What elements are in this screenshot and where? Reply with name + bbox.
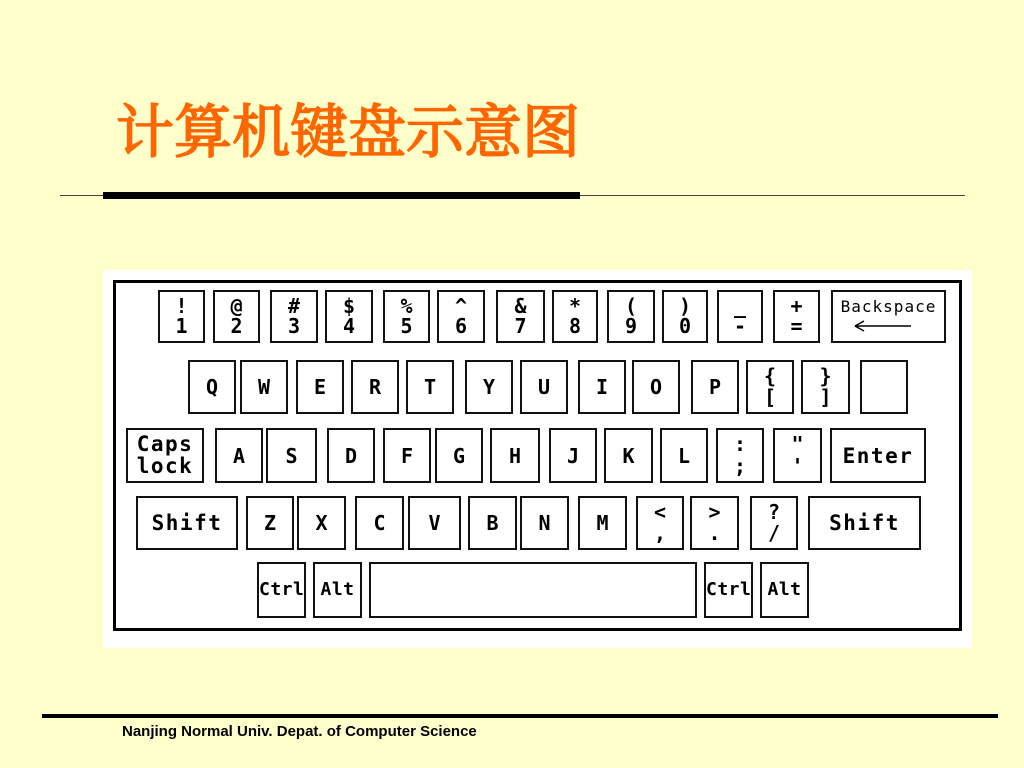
key-8-lower: 8: [568, 314, 582, 338]
key-c: [355, 496, 404, 550]
key-8-upper: *: [568, 294, 582, 318]
key-j-label: J: [566, 443, 580, 468]
key-r-label: R: [368, 375, 382, 399]
key-7-upper: &: [514, 294, 527, 318]
key-3-lower: 3: [287, 314, 301, 338]
key-period-lower: .: [708, 521, 721, 545]
key-n-label: N: [538, 511, 551, 535]
key-space: [369, 562, 697, 618]
key-slash-lower: /: [767, 521, 781, 545]
key-backspace: [831, 290, 946, 343]
key-q-label: Q: [205, 375, 219, 399]
key-quote-lower: ': [791, 454, 804, 478]
key-period: [690, 496, 739, 550]
key-o-label: O: [649, 375, 663, 399]
key-g-label: G: [452, 443, 466, 468]
key-right-bracket-lower: ]: [819, 385, 832, 409]
key-alt-left: [313, 562, 362, 618]
key-shift-right-label: Shift: [829, 511, 900, 535]
key-shift-right: [808, 496, 921, 550]
key-x-label: X: [315, 511, 328, 535]
key-a: [215, 428, 263, 483]
key-j: [549, 428, 597, 483]
key-y: [465, 360, 513, 414]
key-enter-label: Enter: [842, 443, 914, 468]
key-caps-lock: [126, 428, 204, 483]
key-4: [325, 290, 373, 343]
key-x: [297, 496, 346, 550]
key-l: [660, 428, 708, 483]
key-2-lower: 2: [230, 314, 243, 338]
key-ctrl-right-label: Ctrl: [706, 579, 752, 600]
key-z-label: Z: [263, 511, 277, 535]
key-minus-lower: -: [733, 314, 747, 338]
key-1-upper: !: [175, 294, 188, 318]
slide-title: 计算机键盘示意图: [116, 98, 581, 166]
key-v-label: V: [428, 511, 441, 535]
keyboard-diagram: [103, 270, 972, 648]
key-2: [213, 290, 260, 343]
key-p-label: P: [708, 375, 722, 399]
key-o: [632, 360, 680, 414]
key-i-label: I: [595, 375, 609, 399]
key-5-lower: 5: [400, 314, 413, 338]
key-alt-left-label: Alt: [320, 579, 355, 600]
key-1: [158, 290, 205, 343]
key-w: [240, 360, 288, 414]
key-shift-left-label: Shift: [151, 511, 223, 535]
key-left-bracket-upper: {: [763, 364, 777, 388]
slide-footer: Nanjing Normal Univ. Depat. of Computer Science: [122, 723, 477, 740]
key-enter: [830, 428, 926, 483]
key-3: [270, 290, 318, 343]
key-4-upper: $: [342, 294, 356, 318]
key-9-upper: (: [624, 294, 638, 318]
key-alt-right: [760, 562, 809, 618]
key-s: [266, 428, 317, 483]
key-3-upper: #: [287, 294, 301, 318]
key-1-lower: 1: [175, 314, 188, 338]
key-7-lower: 7: [514, 314, 527, 338]
key-equals-lower: =: [790, 314, 803, 338]
key-0-upper: ): [678, 294, 692, 318]
key-9: [607, 290, 655, 343]
key-k-label: K: [622, 443, 635, 468]
key-2-upper: @: [230, 294, 243, 318]
key-b-label: B: [486, 511, 499, 535]
key-comma: [636, 496, 684, 550]
key-q: [188, 360, 236, 414]
key-shift-left: [136, 496, 238, 550]
key-m: [578, 496, 627, 550]
key-equals: [773, 290, 820, 343]
key-9-lower: 9: [624, 314, 638, 338]
key-0-lower: 0: [678, 314, 692, 338]
title-rule-accent: [103, 192, 580, 199]
key-ctrl-left-label: Ctrl: [259, 579, 305, 600]
key-t-label: T: [423, 375, 437, 399]
key-f: [383, 428, 431, 483]
key-n: [520, 496, 569, 550]
key-7: [496, 290, 545, 343]
key-p: [691, 360, 739, 414]
key-h: [490, 428, 540, 483]
key-e-label: E: [313, 375, 327, 399]
key-0: [662, 290, 708, 343]
key-period-upper: >: [708, 500, 721, 524]
key-c-label: C: [373, 511, 386, 535]
key-minus: [717, 290, 763, 343]
key-6: [437, 290, 485, 343]
key-v: [408, 496, 461, 550]
key-g: [435, 428, 483, 483]
key-alt-right-label: Alt: [767, 579, 802, 600]
key-s-label: S: [285, 443, 298, 468]
key-f-label: F: [400, 443, 414, 468]
key-caps-lock-upper: Caps: [136, 432, 194, 456]
key-e: [296, 360, 344, 414]
key-a-label: A: [232, 443, 246, 468]
key-slash: [750, 496, 798, 550]
key-right-bracket-upper: }: [819, 364, 832, 388]
key-quote-upper: ": [791, 432, 804, 456]
key-left-bracket: [746, 360, 794, 414]
key-y-label: Y: [482, 375, 496, 399]
key-i: [578, 360, 626, 414]
key-semicolon: [716, 428, 764, 483]
key-backspace-label: Backspace: [840, 297, 937, 316]
key-u: [520, 360, 568, 414]
key-m-label: M: [596, 511, 609, 535]
key-t: [406, 360, 454, 414]
key-comma-upper: <: [653, 500, 667, 524]
key-5: [383, 290, 430, 343]
key-equals-upper: +: [790, 294, 803, 318]
key-6-upper: ^: [454, 294, 468, 318]
key-b: [468, 496, 517, 550]
key-right-bracket: [801, 360, 850, 414]
key-ctrl-right: [704, 562, 753, 618]
key-ctrl-left: [257, 562, 306, 618]
key-h-label: H: [508, 443, 522, 468]
key-minus-upper: _: [733, 294, 747, 318]
key-slash-upper: ?: [767, 500, 781, 524]
key-z: [246, 496, 294, 550]
key-blank: [860, 360, 908, 414]
key-d: [327, 428, 375, 483]
key-4-lower: 4: [342, 314, 356, 338]
key-l-label: L: [677, 443, 691, 468]
key-6-lower: 6: [454, 314, 468, 338]
key-d-label: D: [344, 443, 358, 468]
key-5-upper: %: [400, 294, 413, 318]
key-k: [604, 428, 653, 483]
key-r: [351, 360, 399, 414]
key-u-label: U: [537, 375, 551, 399]
left-arrow-icon: [851, 320, 913, 332]
key-quote: [773, 428, 822, 483]
key-comma-lower: ,: [653, 521, 667, 545]
key-semicolon-upper: :: [733, 432, 747, 456]
key-w-label: W: [257, 375, 271, 399]
key-caps-lock-lower: lock: [136, 454, 194, 478]
key-left-bracket-lower: [: [763, 385, 777, 409]
footer-rule: [42, 714, 998, 718]
key-8: [552, 290, 598, 343]
key-semicolon-lower: ;: [733, 454, 747, 478]
